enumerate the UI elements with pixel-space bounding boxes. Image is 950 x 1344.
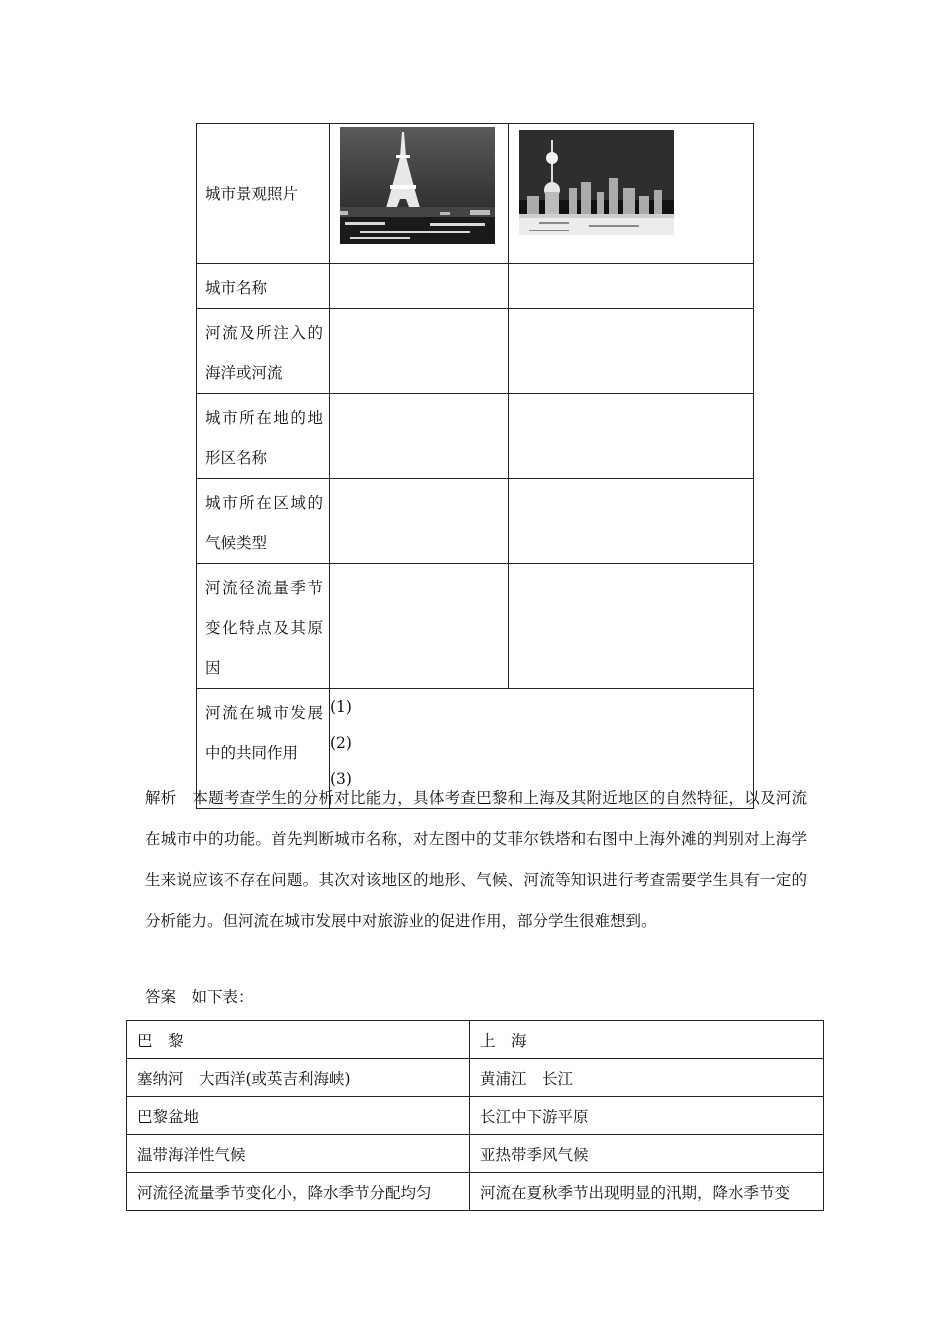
table-cell: 巴 黎 <box>127 1021 470 1059</box>
eiffel-tower-night-photo <box>340 127 495 244</box>
table-cell: 温带海洋性气候 <box>127 1135 470 1173</box>
answer-heading: 答案 如下表： <box>145 988 254 1006</box>
table-cell: 河流在夏秋季节出现明显的汛期，降水季节变 <box>470 1173 824 1211</box>
table-cell: 塞纳河 大西洋(或英吉利海峡) <box>127 1059 470 1097</box>
row-label-city-name: 城市名称 <box>197 264 330 309</box>
table-cell: 上 海 <box>470 1021 824 1059</box>
answer-cell <box>330 564 509 689</box>
blank-1: (1) <box>330 698 352 716</box>
answer-cell <box>509 264 754 309</box>
paris-photo-cell <box>330 124 509 264</box>
shanghai-photo-cell <box>509 124 754 264</box>
table-row <box>127 1059 824 1097</box>
table-cell: 河流径流量季节变化小，降水季节分配均匀 <box>127 1173 470 1211</box>
table-row <box>127 1021 824 1059</box>
table-cell: 黄浦江 长江 <box>470 1059 824 1097</box>
table-cell: 亚热带季风气候 <box>470 1135 824 1173</box>
table-row <box>127 1097 824 1135</box>
answer-cell <box>509 394 754 479</box>
row-label-runoff: 河流径流量季节变化特点及其原因 <box>197 564 330 689</box>
answer-cell <box>330 394 509 479</box>
row-label-terrain: 城市所在地的地形区名称 <box>197 394 330 479</box>
row-label-river: 河流及所注入的海洋或河流 <box>197 309 330 394</box>
explanation-paragraph: 解析 本题考查学生的分析对比能力，具体考查巴黎和上海及其附近地区的自然特征，以及河流在城市中的功能。首先判断城市名称，对左图中的艾菲尔铁塔和右图中上海外滩的判别对上海学生来说应该不存在问题。其次对该地区的地形、气候、河流等知识进行考查需要学生具有一定的分析能力。但河流在城市发展中对旅游业的促进作用，部分学生很难想到。 <box>145 789 807 930</box>
shanghai-skyline-night-photo <box>519 130 674 235</box>
table-row <box>127 1135 824 1173</box>
answer-cell <box>330 479 509 564</box>
table-cell: 巴黎盆地 <box>127 1097 470 1135</box>
answer-cell <box>509 309 754 394</box>
answer-cell <box>509 564 754 689</box>
question-table <box>196 123 754 809</box>
answer-table <box>126 1020 824 1211</box>
blank-3: (3) <box>330 770 352 788</box>
answer-cell <box>509 479 754 564</box>
row-label-river-role: 河流在城市发展中的共同作用 <box>197 689 330 809</box>
answer-cell <box>330 264 509 309</box>
row-label-climate: 城市所在区域的气候类型 <box>197 479 330 564</box>
answer-cell <box>330 309 509 394</box>
blank-2: (2) <box>330 734 352 752</box>
row-label-photo: 城市景观照片 <box>197 124 330 264</box>
table-row <box>127 1173 824 1211</box>
table-cell: 长江中下游平原 <box>470 1097 824 1135</box>
